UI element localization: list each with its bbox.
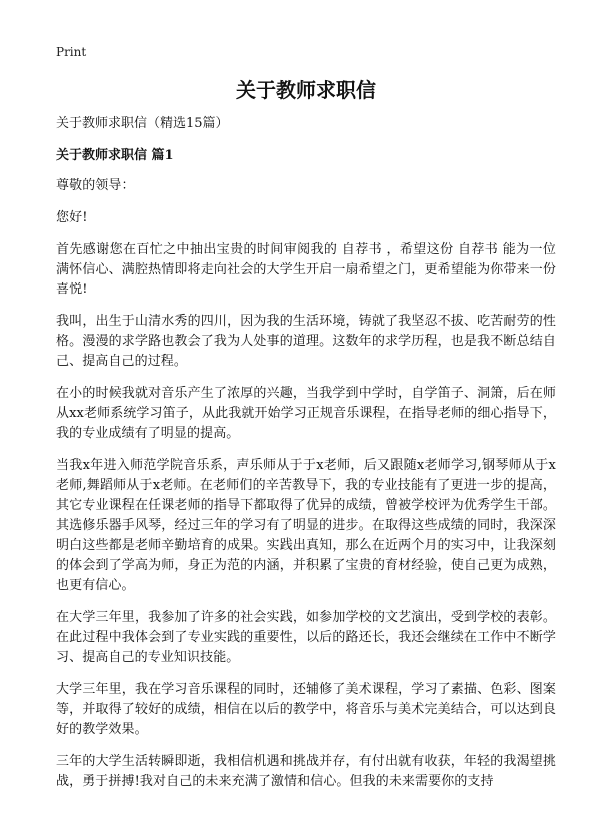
section-heading: 关于教师求职信 篇1 xyxy=(56,148,174,163)
greeting: 您好! xyxy=(56,210,88,225)
document-title: 关于教师求职信 xyxy=(236,78,376,102)
print-link[interactable]: Print xyxy=(56,45,87,59)
paragraph-closing: 三年的大学生活转瞬即逝，我相信机遇和挑战并存，有付出就有收获，年轻的我渴望挑战，勇于拼搏!我对自己的未来充满了激情和信心。但我的未来需要你的支持 xyxy=(56,754,556,789)
paragraph-college: 当我x年进入师范学院音乐系，声乐师从于于x老师，后又跟随x老师学习,钢琴师从于x老师,舞蹈师从于x老师。在老师们的辛苦教导下，我的专业技能有了更进一步的提高，其它专业课程在任课老师的指导下都取得了优异的成绩，曾被学校评为优秀学生干部。其选修乐器手风琴，经过三年的学习有了明显的进步。在取得这些成绩的同时，我深深明白这些都是老师辛勤培育的成果。实践出真知，那么在近两个月的实习中，让我深刻的体会到了学高为师，身正为范的内涵，并积累了宝贵的育材经验，使自己更为成熟，也更有信心。 xyxy=(56,458,556,593)
document-subtitle: 关于教师求职信（精选15篇） xyxy=(56,116,229,131)
paragraph-intro: 首先感谢您在百忙之中抽出宝贵的时间审阅我的 自荐书 ，希望这份 自荐书 能为一位满怀信心、满腔热情即将走向社会的大学生开启一扇希望之门，更希望能为你带来一份喜悦! xyxy=(56,242,556,297)
paragraph-background: 我叫，出生于山清水秀的四川，因为我的生活环境，铸就了我坚忍不拔、吃苦耐劳的性格。漫漫的求学路也教会了我为人处事的道理。这数年的求学历程，也是我不断总结自己、提高自己的过程。 xyxy=(56,314,556,369)
salutation: 尊敬的领导： xyxy=(56,178,135,193)
paragraph-childhood: 在小的时候我就对音乐产生了浓厚的兴趣，当我学到中学时，自学笛子、洞箫，后在师从xx老师系统学习笛子，从此我就开始学习正规音乐课程，在指导老师的细心指导下，我的专业成绩有了明显的提高。 xyxy=(56,386,556,441)
paragraph-practice: 在大学三年里，我参加了许多的社会实践，如参加学校的文艺演出，受到学校的表彰。在此过程中我体会到了专业实践的重要性，以后的路还长，我还会继续在工作中不断学习、提高自己的专业知识技能。 xyxy=(56,610,556,665)
paragraph-art: 大学三年里，我在学习音乐课程的同时，还辅修了美术课程，学习了素描、色彩、图案等，并取得了较好的成绩，相信在以后的教学中，将音乐与美术完美结合，可以达到良好的教学效果。 xyxy=(56,682,556,737)
